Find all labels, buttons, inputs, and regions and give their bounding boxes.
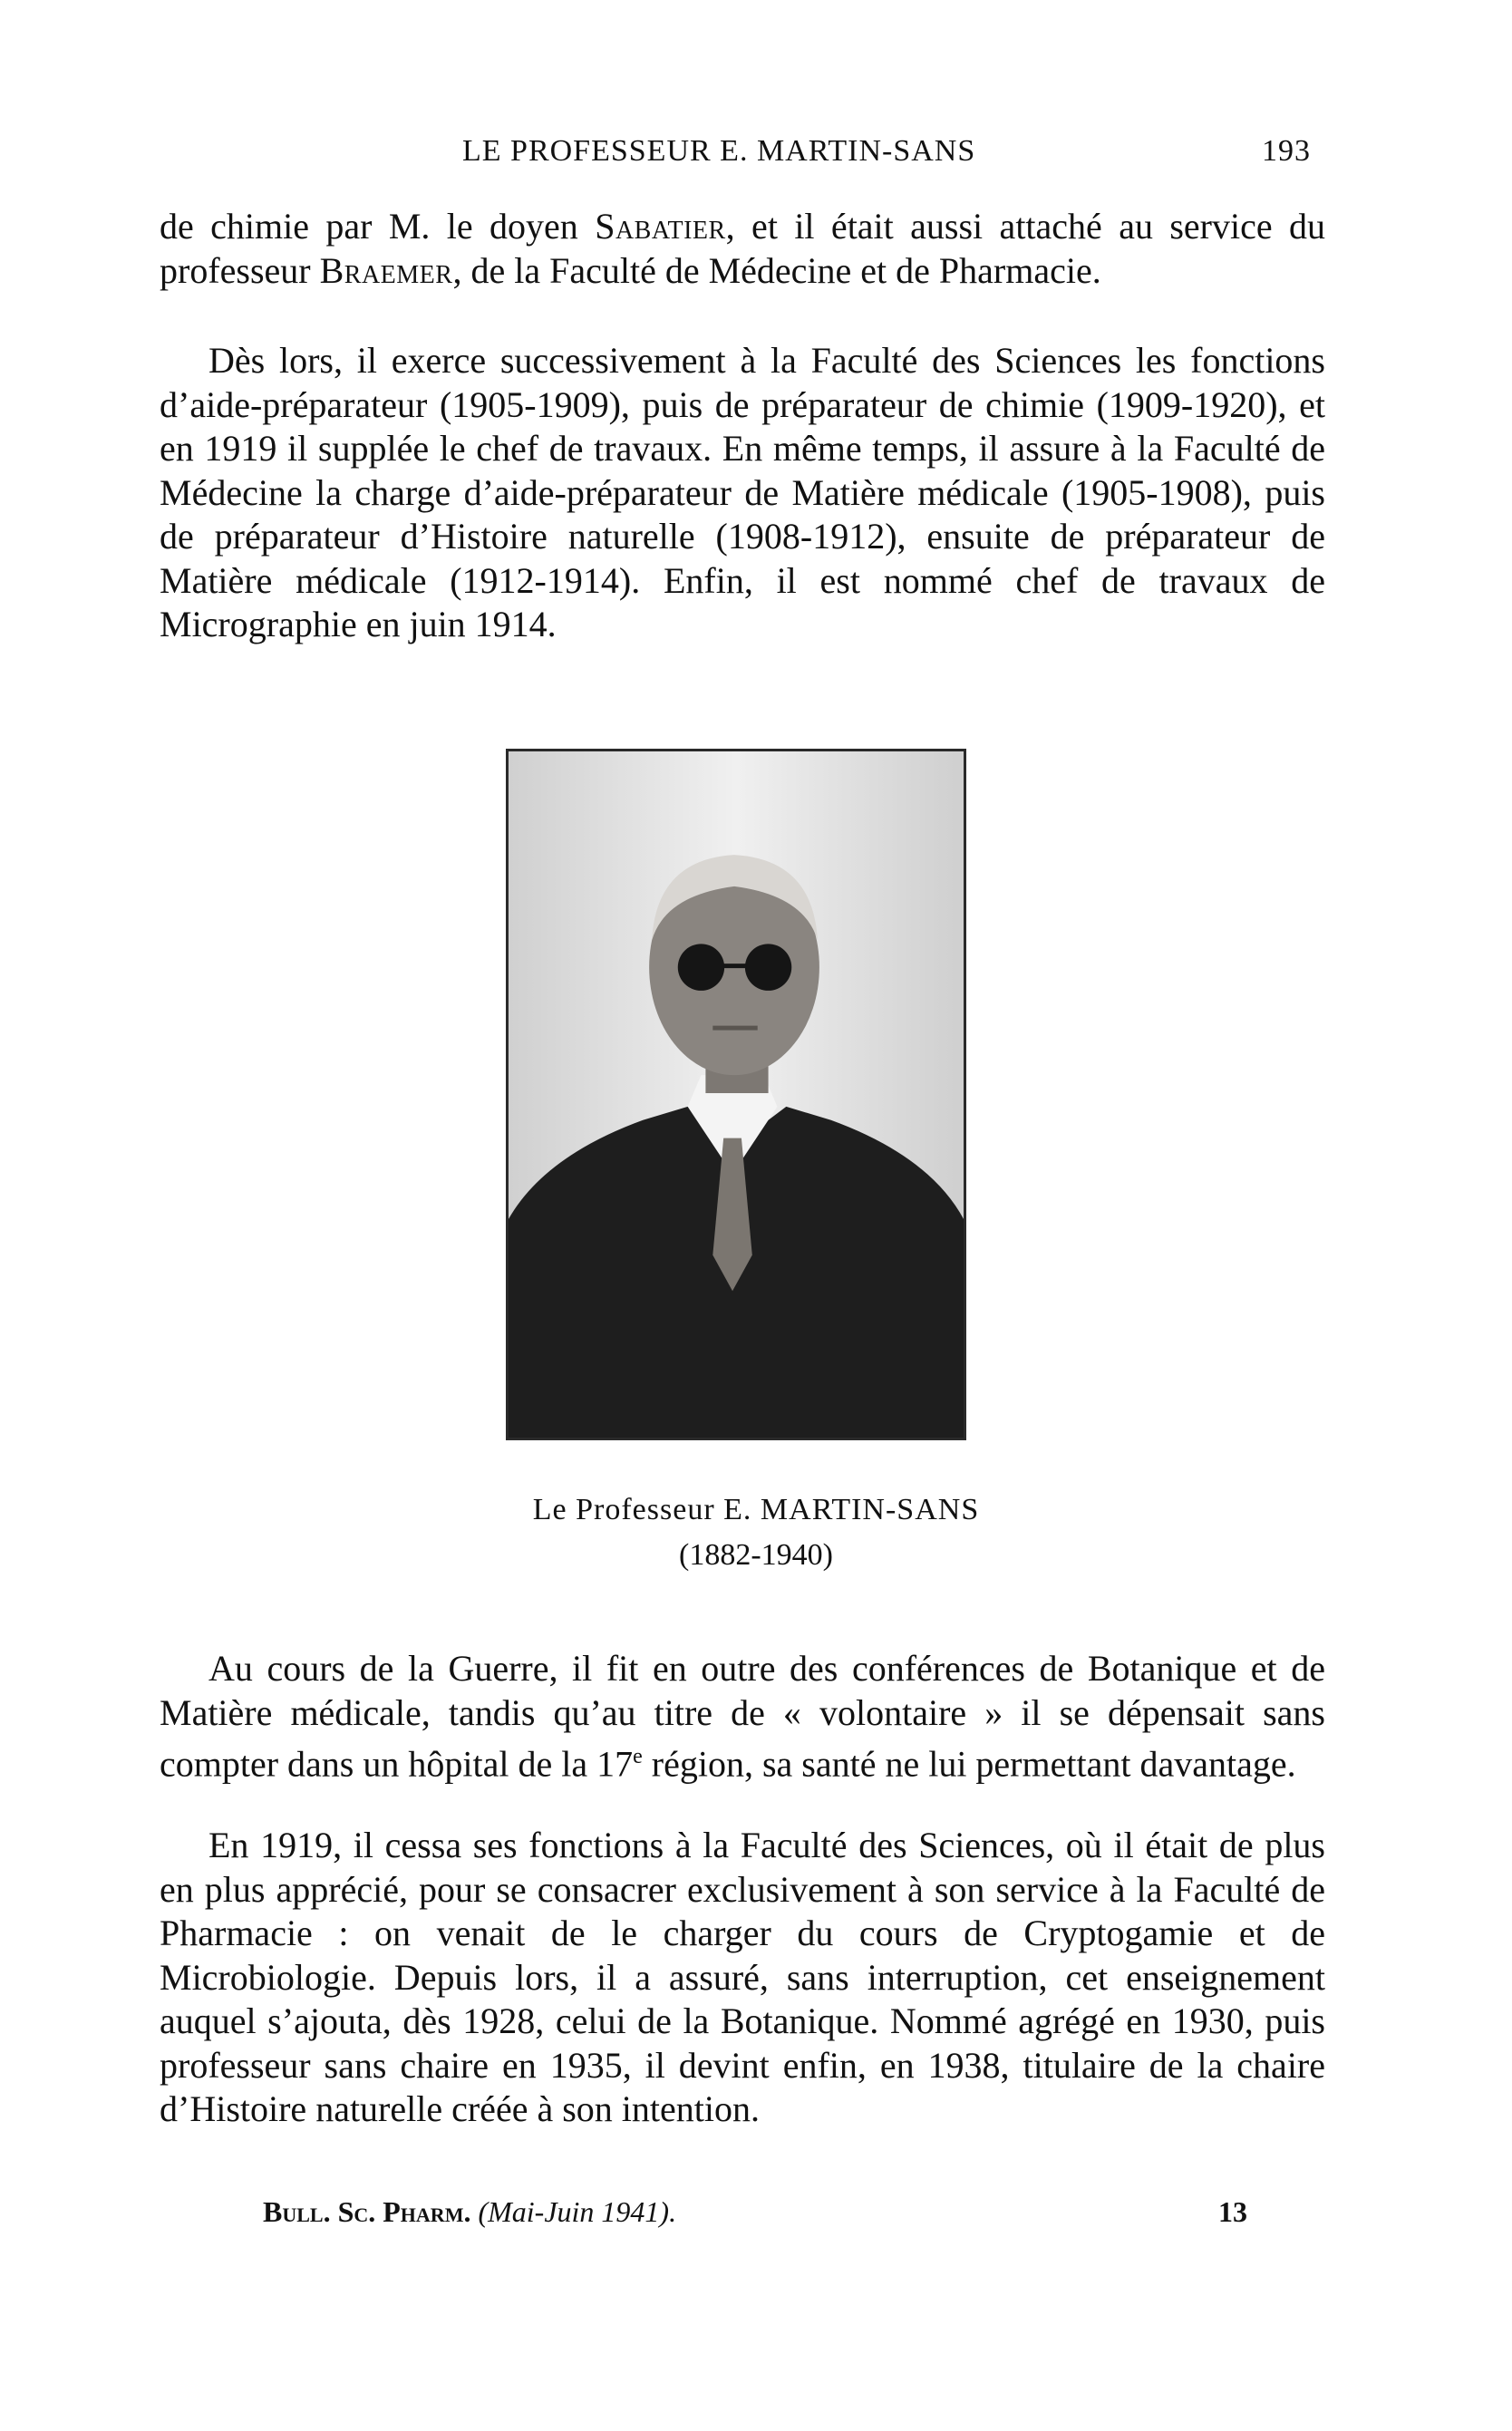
page-footer — [0, 2195, 1512, 2241]
mouth — [712, 1026, 757, 1031]
paragraph-3-text-b: région, sa santé ne lui permettant davantage. — [642, 1743, 1296, 1785]
paragraph-3-text-a: Au cours de la Guerre, il fit en outre des conférences de Botanique et de Matière médicale, tandis qu’au titre de « volontaire » il se dépensait sans compter dans un hôpital de la 17 — [160, 1648, 1325, 1785]
paragraph-1-text-b: , et il était aussi attaché au service du professeur — [160, 206, 1325, 291]
figure-caption-dates: (1882-1940) — [679, 1538, 833, 1572]
sheet-number: 13 — [1218, 2195, 1247, 2228]
glasses-bridge — [723, 964, 747, 968]
portrait-illustration — [509, 751, 964, 1438]
name-sabatier: Sabatier — [595, 206, 726, 247]
glasses-left-lens — [678, 944, 724, 991]
journal-name: Bull. Sc. Pharm. — [263, 2195, 471, 2228]
name-braemer: Braemer — [319, 249, 453, 291]
figure-caption-name: Le Professeur E. MARTIN-SANS — [532, 1493, 980, 1526]
paragraph-1 — [160, 205, 1325, 293]
paragraph-2: Dès lors, il exerce successivement à la Faculté des Sciences les fonctions d’aide-préparateur (1905-1909), puis de préparateur de chimie (1909-1920), et en 1919 il supplée le chef de travaux. En même temps, il assure à la Faculté de Médecine la charge d’aide-préparateur de Matière médicale (1905-1908), puis de préparateur d’Histoire naturelle (1908-1912), ensuite de préparateur de Matière médicale (1912-1914). Enfin, il est nommé chef de travaux de Micrographie en juin 1914. — [160, 340, 1325, 644]
paragraph-3 — [160, 1647, 1325, 1787]
running-head-title: LE PROFESSEUR E. MARTIN-SANS — [462, 134, 976, 168]
paragraph-1-text-c: , de la Faculté de Médecine et de Pharmacie. — [452, 249, 1101, 291]
portrait-photo — [506, 749, 966, 1440]
journal-issue: (Mai-Juin 1941). — [478, 2195, 677, 2228]
glasses-right-lens — [745, 944, 791, 991]
running-head — [0, 134, 1512, 179]
page-number: 193 — [1262, 134, 1311, 168]
paragraph-1-text-a: de chimie par M. le doyen — [160, 206, 596, 247]
paragraph-4: En 1919, il cessa ses fonctions à la Faculté des Sciences, où il était de plus en plus apprécié, pour se consacrer exclusivement à son service à la Faculté de Pharmacie : on venait de le charger du cours de Cryptogamie et de Microbiologie. Depuis lors, il a assuré, sans interruption, cet enseignement auquel s’ajouta, dès 1928, celui de la Botanique. Nommé agrégé en 1930, puis professeur sans chaire en 1935, il devint enfin, en 1938, titulaire de la chaire d’Histoire naturelle créée à son intention. — [160, 1825, 1325, 2129]
superscript-e: e — [633, 1745, 643, 1768]
journal-reference — [263, 2195, 676, 2229]
